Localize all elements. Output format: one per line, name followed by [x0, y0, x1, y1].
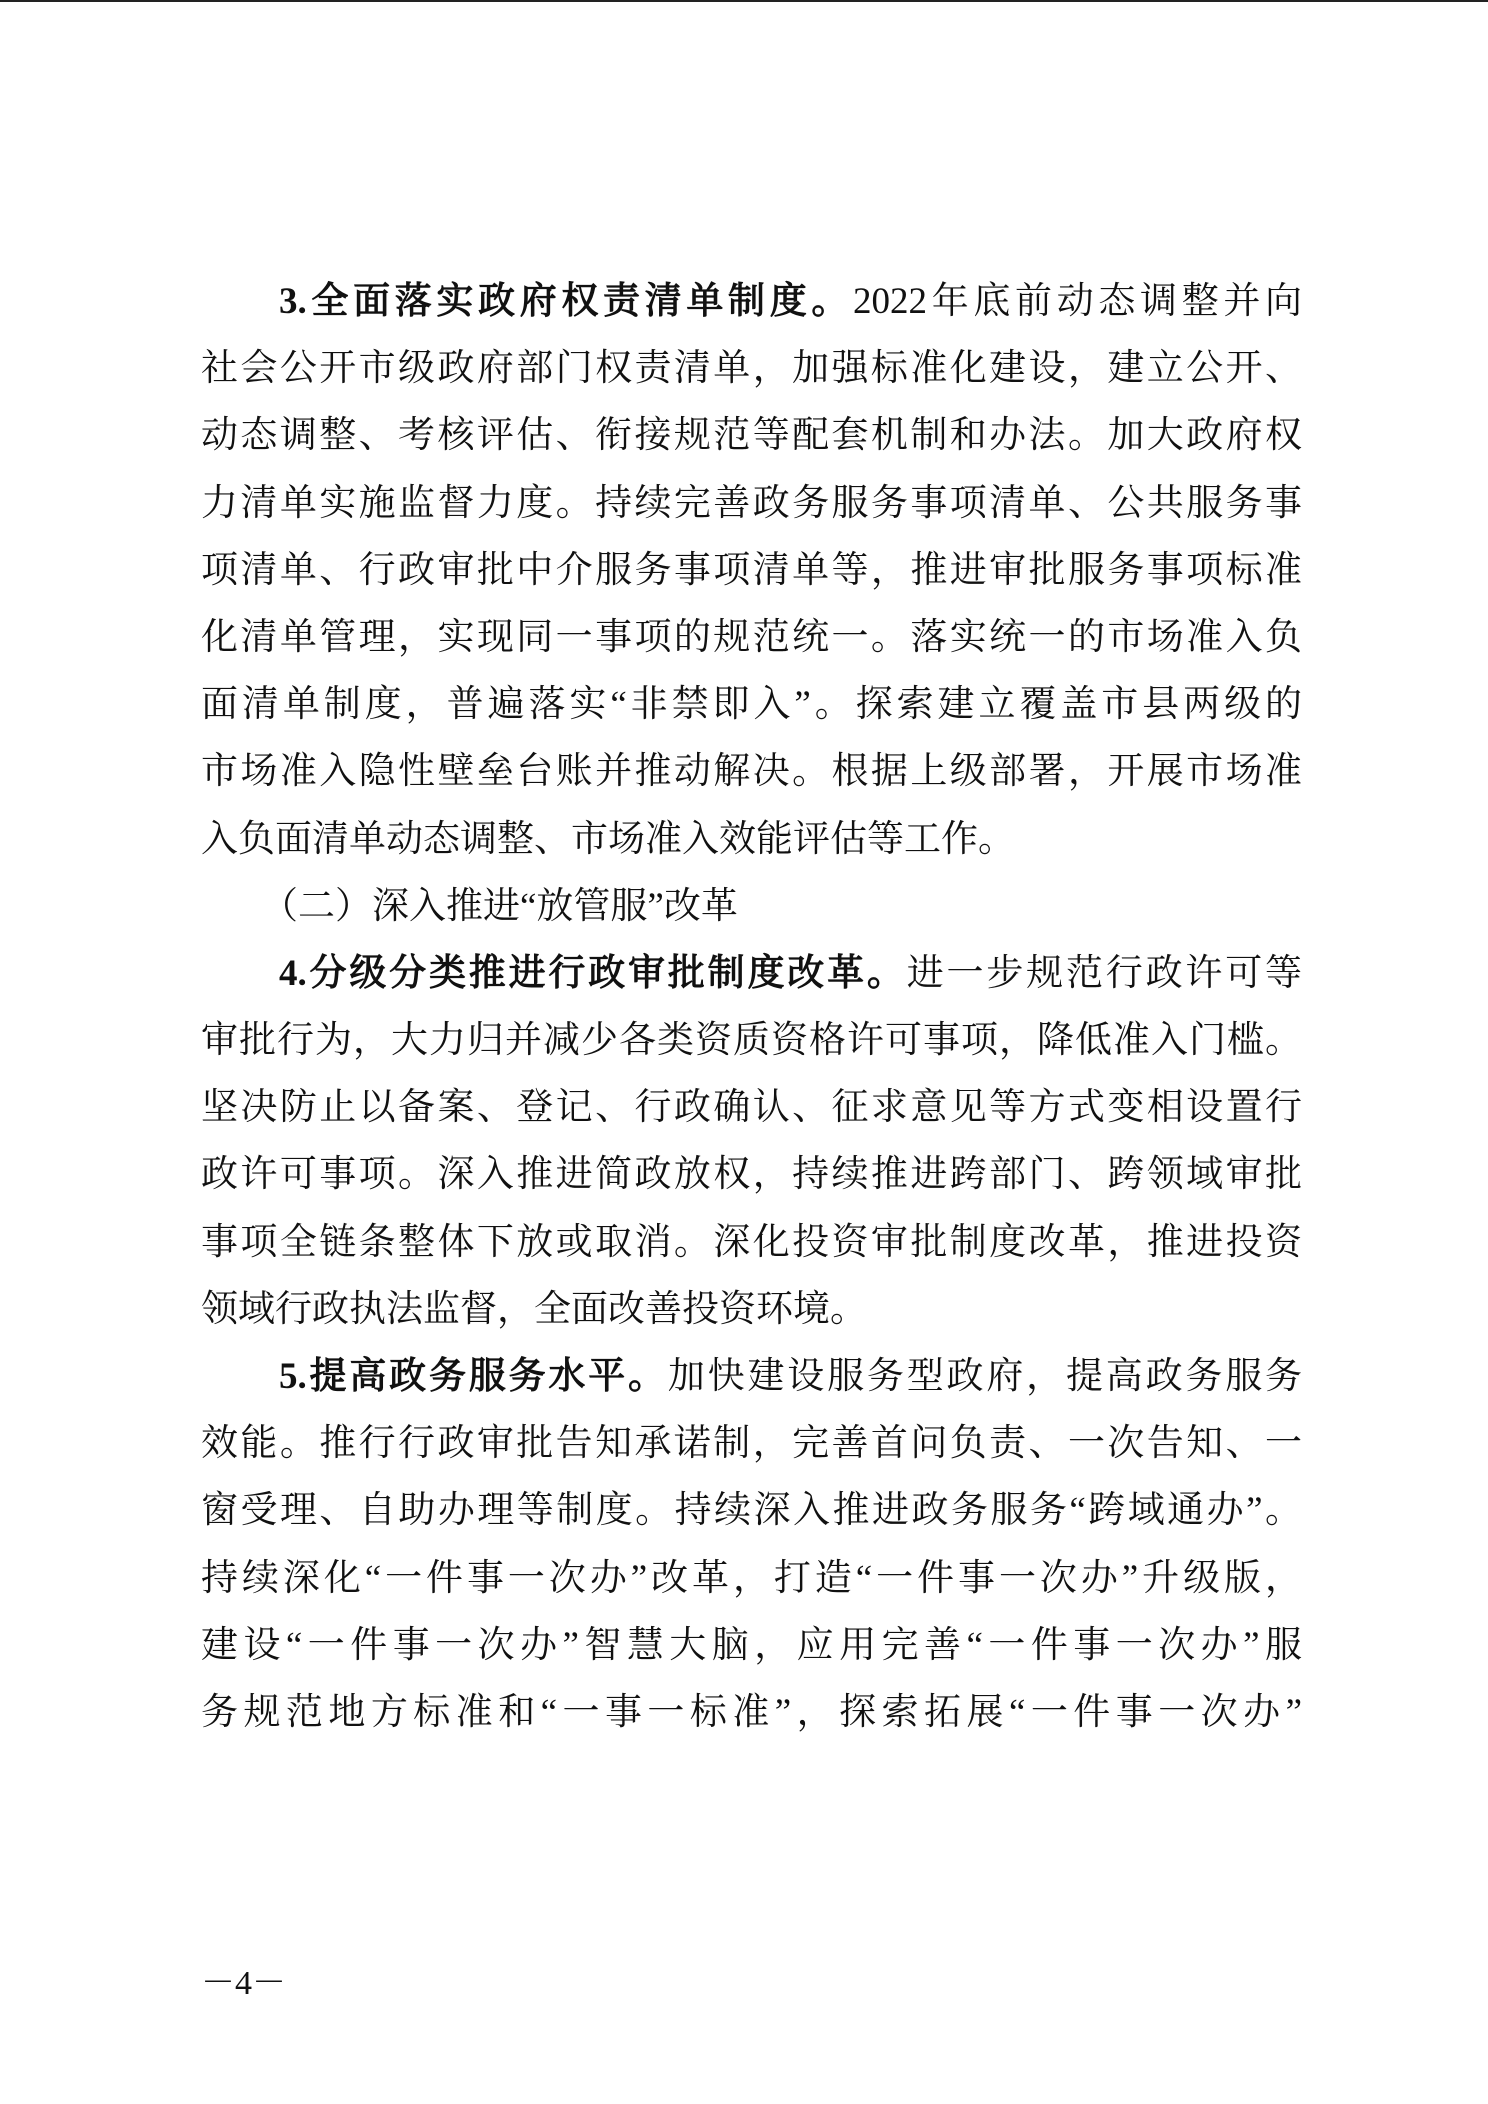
paragraph-line: 政许可事项。深入推进简政放权，持续推进跨部门、跨领域审批: [201, 1154, 1302, 1196]
paragraph-3-title: 3.全面落实政府权责清单制度。: [279, 281, 854, 322]
paragraph-line: 面清单制度，普遍落实“非禁即入”。探索建立覆盖市县两级的: [201, 684, 1302, 726]
paragraph-line: 窗受理、自助办理等制度。持续深入推进政务服务“跨域通办”。: [201, 1490, 1302, 1532]
paragraph-line: 市场准入隐性壁垒台账并推动解决。根据上级部署，开展市场准: [201, 751, 1302, 793]
paragraph-line: 务规范地方标准和“一事一标准”，探索拓展“一件事一次办”: [201, 1691, 1302, 1733]
paragraph-line: 审批行为，大力归并减少各类资质资格许可事项，降低准入门槛。: [201, 1020, 1302, 1062]
paragraph-line: 领域行政执法监督，全面改善投资环境。: [201, 1288, 867, 1330]
paragraph-4-line-1: 4.分级分类推进行政审批制度改革。进一步规范行政许可等: [279, 952, 1303, 994]
paragraph-5-line-1: 5.提高政务服务水平。加快建设服务型政府，提高政务服务: [279, 1356, 1303, 1397]
paragraph-line: 动态调整、考核评估、衔接规范等配套机制和办法。加大政府权: [201, 415, 1302, 457]
paragraph-line: 事项全链条整体下放或取消。深化投资审批制度改革，推进投资: [201, 1221, 1302, 1263]
paragraph-line: 化清单管理，实现同一事项的规范统一。落实统一的市场准入负: [201, 616, 1302, 658]
paragraph-line: 效能。推行行政审批告知承诺制，完善首问负责、一次告知、一: [201, 1423, 1302, 1465]
section-heading: （二）深入推进“放管服”改革: [261, 885, 738, 927]
paragraph-line: 入负面清单动态调整、市场准入效能评估等工作。: [201, 818, 1015, 860]
page-number: －4－: [201, 1965, 286, 2002]
paragraph-line: 建设“一件事一次办”智慧大脑，应用完善“一件事一次办”服: [201, 1624, 1302, 1666]
paragraph-line: 社会公开市级政府部门权责清单，加强标准化建设，建立公开、: [201, 348, 1302, 390]
paragraph-3-line-1: 3.全面落实政府权责清单制度。2022年底前动态调整并向: [279, 281, 1303, 322]
paragraph-5-title: 5.提高政务服务水平。: [279, 1356, 668, 1397]
paragraph-line: 力清单实施监督力度。持续完善政务服务事项清单、公共服务事: [201, 482, 1302, 524]
paragraph-line: 坚决防止以备案、登记、行政确认、征求意见等方式变相设置行: [201, 1087, 1302, 1129]
paragraph-4-title: 4.分级分类推进行政审批制度改革。: [279, 952, 907, 994]
page-top-border: [0, 0, 1488, 2]
paragraph-line: 项清单、行政审批中介服务事项清单等，推进审批服务事项标准: [201, 549, 1302, 591]
document-body: [201, 268, 1302, 1746]
paragraph-line: 持续深化“一件事一次办”改革，打造“一件事一次办”升级版，: [201, 1557, 1302, 1599]
